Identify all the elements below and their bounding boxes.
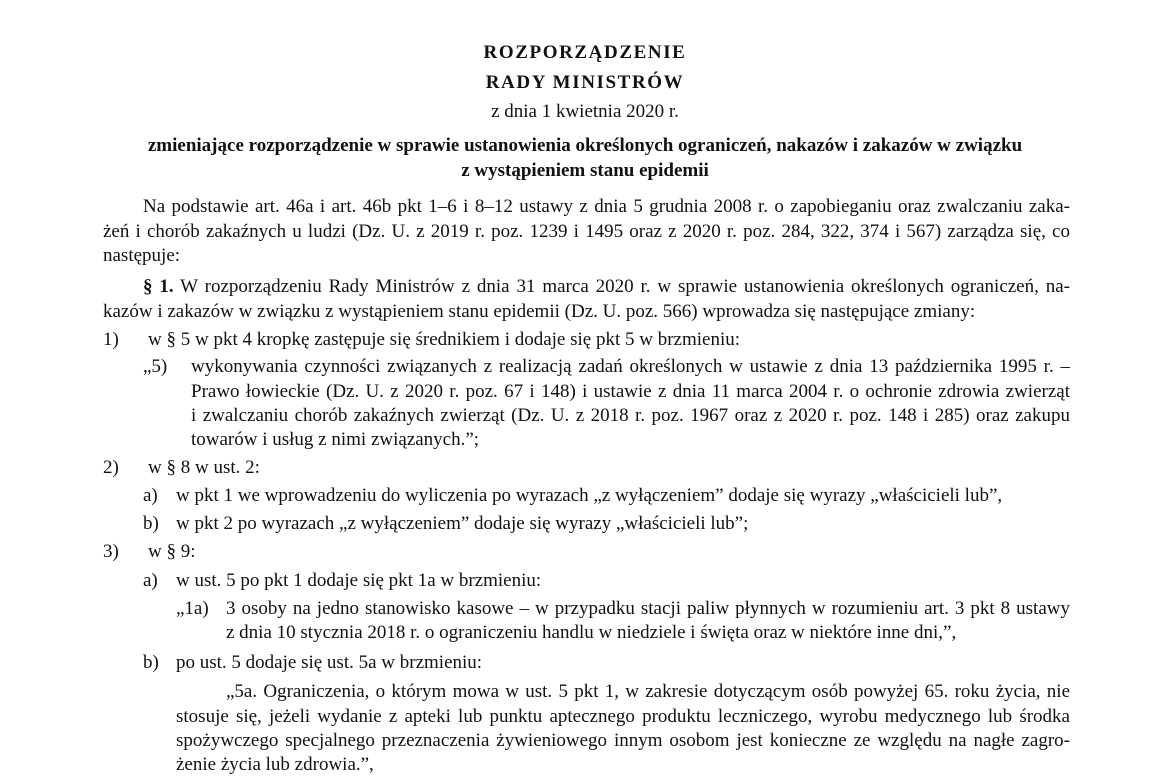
item-number: 2) (103, 457, 119, 478)
subitem-text: w pkt 1 we wprowadzeniu do wyliczenia po wyrazach „z wyłączeniem” dodaje się wyrazy „właścicieli lub”, (176, 485, 1003, 506)
document-date: z dnia 1 kwietnia 2020 r. (491, 101, 679, 122)
quote-line: 3 osoby na jedno stanowisko kasowe – w przypadku stacji paliw płynnych w rozumieniu art. 3 pkt 8 ustawy (226, 598, 1070, 619)
subitem-text: w ust. 5 po pkt 1 dodaje się pkt 1a w brzmieniu: (176, 570, 542, 591)
quote-number: „1a) (176, 598, 209, 619)
quote-line: żenie życia lub zdrowia.”, (176, 754, 374, 775)
subitem-letter: b) (143, 652, 159, 673)
subitem-letter: b) (143, 513, 159, 534)
quote-line: wykonywania czynności związanych z realizacją zadań określonych w ustawie z dnia 13 października 1995 r. – (191, 356, 1070, 377)
document-subtitle-line1: zmieniające rozporządzenie w sprawie ustanowienia określonych ograniczeń, nakazów i zakazów w związku (147, 135, 1023, 156)
preamble-line: następuje: (103, 245, 181, 266)
quote-line: stosuje się, jeżeli wydanie z apteki lub punktu aptecznego produktu leczniczego, wyrobu medycznego lub środka (176, 706, 1070, 727)
subitem-text: po ust. 5 dodaje się ust. 5a w brzmieniu: (176, 652, 483, 673)
quote-line: spożywczego specjalnego przeznaczenia żywieniowego innym osobom jest konieczne ze względu na nagłe zagro- (176, 730, 1070, 751)
section-1-text: W rozporządzeniu Rady Ministrów z dnia 31 marca 2020 r. w sprawie ustanowienia określonych ograniczeń, na- (180, 276, 1070, 297)
subitem-text: w pkt 2 po wyrazach „z wyłączeniem” dodaje się wyrazy „właścicieli lub”; (176, 513, 749, 534)
item-text: w § 9: (148, 541, 196, 562)
quote-line: i zwalczaniu chorób zakaźnych zwierząt (Dz. U. z 2018 r. poz. 1967 oraz z 2020 r. poz. 148 i 285) oraz zakupu (191, 405, 1070, 426)
preamble-line: Na podstawie art. 46a i art. 46b pkt 1–6 i 8–12 ustawy z dnia 5 grudnia 2008 r. o zapobieganiu oraz zwalczaniu zaka- (143, 196, 1070, 217)
quote-line: Prawo łowieckie (Dz. U. z 2020 r. poz. 67 i 148) i ustawie z dnia 11 marca 2004 r. o ochronie zdrowia zwierząt (191, 381, 1070, 402)
section-1-line (143, 276, 1070, 298)
section-label: § 1. (143, 276, 174, 297)
section-1-line: kazów i zakazów w związku z wystąpieniem stanu epidemii (Dz. U. poz. 566) wprowadza się następujące zmiany: (103, 301, 976, 322)
quote-line: z dnia 10 stycznia 2018 r. o ograniczeniu handlu w niedziele i święta oraz w niektóre inne dni,”, (226, 622, 957, 643)
quote-number: „5) (143, 356, 168, 377)
preamble-line: żeń i chorób zakaźnych u ludzi (Dz. U. z 2019 r. poz. 1239 i 1495 oraz z 2020 r. poz. 284, 322, 374 i 567) zarządza się, co (103, 221, 1070, 242)
quote-line: towarów i usług z nimi związanych.”; (191, 429, 480, 450)
subitem-letter: a) (143, 570, 158, 591)
item-text: w § 5 w pkt 4 kropkę zastępuje się średnikiem i dodaje się pkt 5 w brzmieniu: (148, 329, 741, 350)
item-number: 3) (103, 541, 119, 562)
quote-line: „5a. Ograniczenia, o którym mowa w ust. 5 pkt 1, w zakresie dotyczącym osób powyżej 65. roku życia, nie (226, 681, 1070, 702)
document-title-line1: ROZPORZĄDZENIE (483, 42, 687, 63)
document-subtitle-line2: z wystąpieniem stanu epidemii (461, 160, 709, 181)
subitem-letter: a) (143, 485, 158, 506)
item-text: w § 8 w ust. 2: (148, 457, 260, 478)
document-title-line2: RADY MINISTRÓW (485, 72, 685, 93)
item-number: 1) (103, 329, 119, 350)
